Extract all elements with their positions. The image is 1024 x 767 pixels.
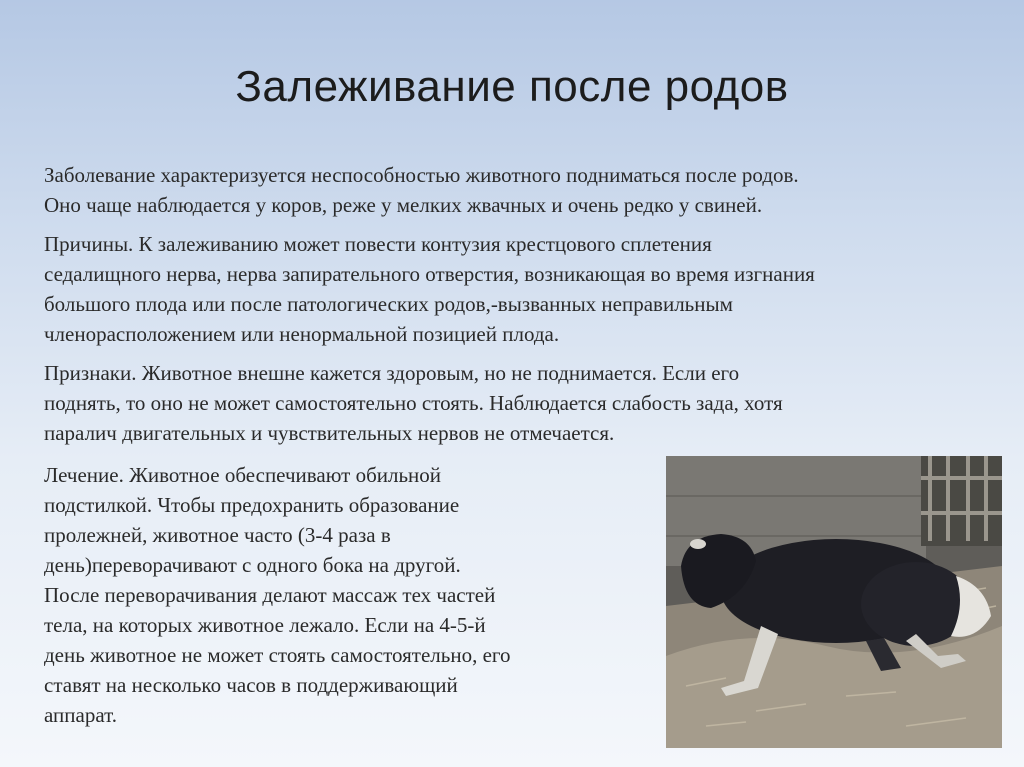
goat-photo — [666, 456, 1002, 748]
text-line: седалищного нерва, нерва запирательного отверстия, возникающая во время изгнания — [44, 262, 815, 286]
text-line: аппарат. — [44, 703, 117, 727]
paragraph-disease — [44, 160, 1004, 220]
text-line: Лечение. Животное обеспечивают обильной — [44, 463, 442, 487]
paragraph-causes — [44, 229, 1004, 349]
text-line: Заболевание характеризуется неспособностью животного подниматься после родов. — [44, 163, 799, 187]
text-line: Признаки. Животное внешне кажется здоровым, но не поднимается. Если его — [44, 361, 740, 385]
text-line: ставят на несколько часов в поддерживающий — [44, 673, 458, 697]
slide-title: Залеживание после родов — [235, 62, 789, 111]
text-line: Оно чаще наблюдается у коров, реже у мелких жвачных и очень редко у свиней. — [44, 193, 763, 217]
text-line: После переворачивания делают массаж тех частей — [44, 583, 496, 607]
text-line: день)переворачивают с одного бока на другой. — [44, 553, 461, 577]
text-line: подстилкой. Чтобы предохранить образование — [44, 493, 460, 517]
text-line: день животное не может стоять самостоятельно, его — [44, 643, 511, 667]
goat-illustration — [666, 456, 1002, 748]
paragraph-symptoms — [44, 358, 1004, 448]
text-line: членорасположением или ненормальной позицией плода. — [44, 322, 560, 346]
text-line: Причины. К залеживанию может повести контузия крестцового сплетения — [44, 232, 712, 256]
text-line: пролежней, животное часто (3-4 раза в — [44, 523, 391, 547]
text-line: большого плода или после патологических родов,-вызванных неправильным — [44, 292, 733, 316]
text-line: тела, на которых животное лежало. Если на 4-5-й — [44, 613, 486, 637]
text-line: паралич двигательных и чувствительных нервов не отмечается. — [44, 421, 615, 445]
text-line: поднять, то оно не может самостоятельно стоять. Наблюдается слабость зада, хотя — [44, 391, 783, 415]
paragraph-treatment — [44, 460, 644, 730]
